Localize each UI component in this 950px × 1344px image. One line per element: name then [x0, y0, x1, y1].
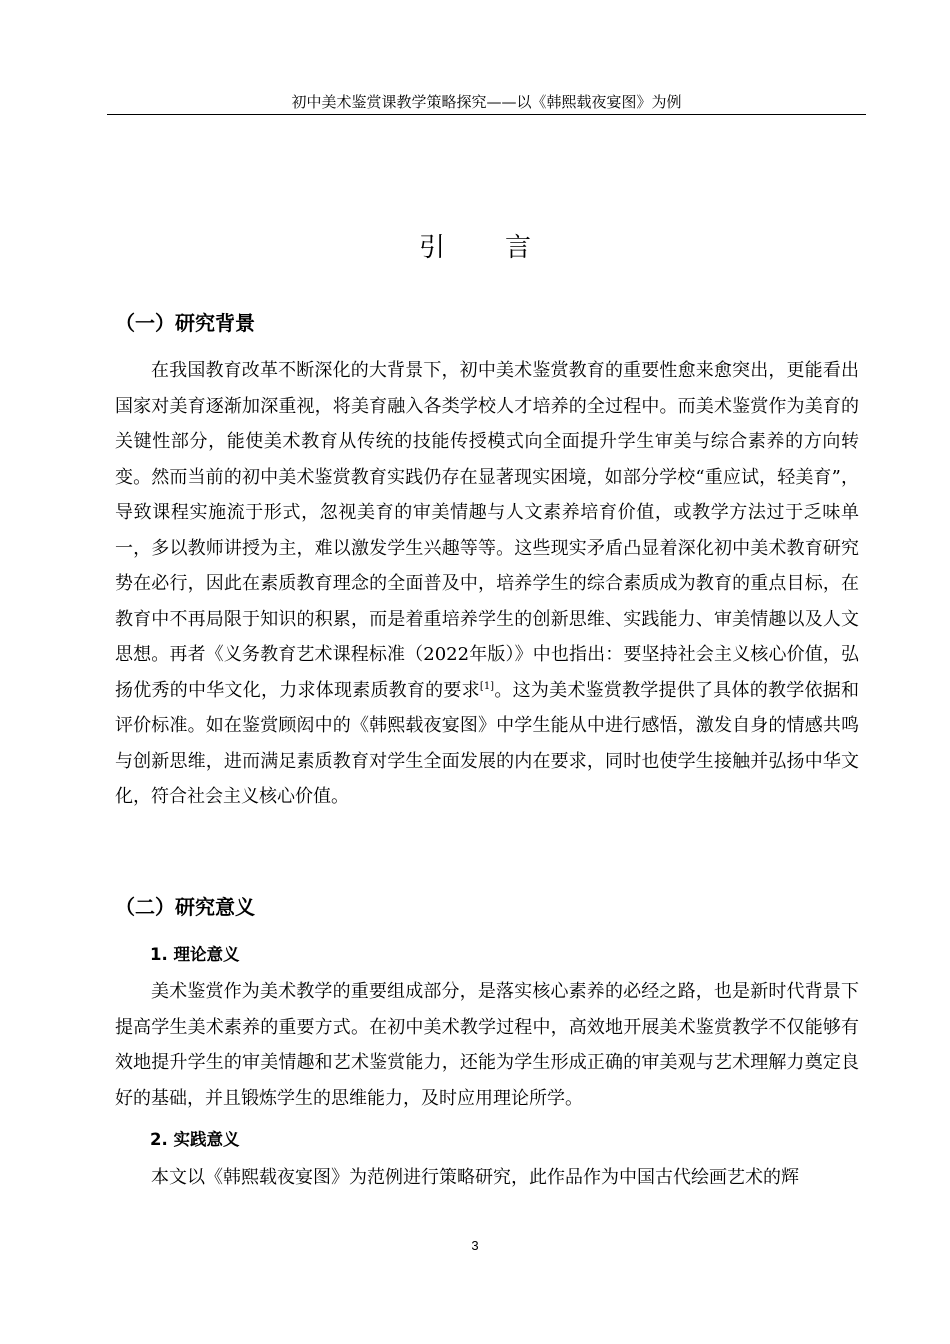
background-paragraph-text: 在我国教育改革不断深化的大背景下，初中美术鉴赏教育的重要性愈来愈突出，更能看出国家对美育逐渐加深重视，将美育融入各类学校人才培养的全过程中。而美术鉴赏作为美育的关键性部分，能使美术教育从传统的技能传授模式向全面提升学生审美与综合素养的方向转变。然而当前的初中美术鉴赏教育实践仍存在显著现实困境，如部分学校“重应试，轻美育”，导致课程实施流于形式，忽视美育的审美情趣与人文素养培育价值，或教学方法过于乏味单一，多以教师讲授为主，难以激发学生兴趣等等。这些现实矛盾凸显着深化初中美术教育研究势在必行，因此在素质教育理念的全面普及中，培养学生的综合素质成为教育的重点目标，在教育中不再局限于知识的积累，而是着重培养学生的创新思维、实践能力、审美情趣以及人文思想。再者《义务教育艺术课程标准（2022年版）》中也指出：要坚持社会主义核心价值，弘扬优秀的中华文化，力求体现素质教育的要求 — [115, 360, 859, 701]
citation-ref: [1] — [479, 680, 495, 692]
page-number: 3 — [471, 1238, 479, 1253]
subheading-theoretical: 1. 理论意义 — [150, 945, 240, 964]
chapter-title: 引言 — [418, 233, 591, 263]
subheading-practical: 2. 实践意义 — [150, 1130, 240, 1149]
running-header-title: 初中美术鉴赏课教学策略探究——以《韩熙载夜宴图》为例 — [291, 93, 682, 111]
section-heading-significance: （二）研究意义 — [115, 895, 255, 919]
running-header — [107, 92, 866, 115]
section-heading-background: （一）研究背景 — [115, 311, 255, 335]
background-paragraph-text-cont: 。这为美术鉴赏教学提供了具体的教学依据和评价标准。如在鉴赏顾闳中的《韩熙载夜宴图》中学生能从中进行感悟，激发自身的情感共鸣与创新思维，进而满足素质教育对学生全面发展的内在要求，同时也使学生接触并弘扬中华文化，符合社会主义核心价值。 — [115, 679, 860, 807]
background-paragraph — [115, 353, 859, 815]
theoretical-paragraph: 美术鉴赏作为美术教学的重要组成部分，是落实核心素养的必经之路，也是新时代背景下提高学生美术素养的重要方式。在初中美术教学过程中，高效地开展美术鉴赏教学不仅能够有效地提升学生的审美情趣和艺术鉴赏能力，还能为学生形成正确的审美观与艺术理解力奠定良好的基础，并且锻炼学生的思维能力，及时应用理论所学。 — [115, 981, 859, 1109]
practical-paragraph: 本文以《韩熙载夜宴图》为范例进行策略研究，此作品作为中国古代绘画艺术的辉 — [151, 1167, 799, 1188]
